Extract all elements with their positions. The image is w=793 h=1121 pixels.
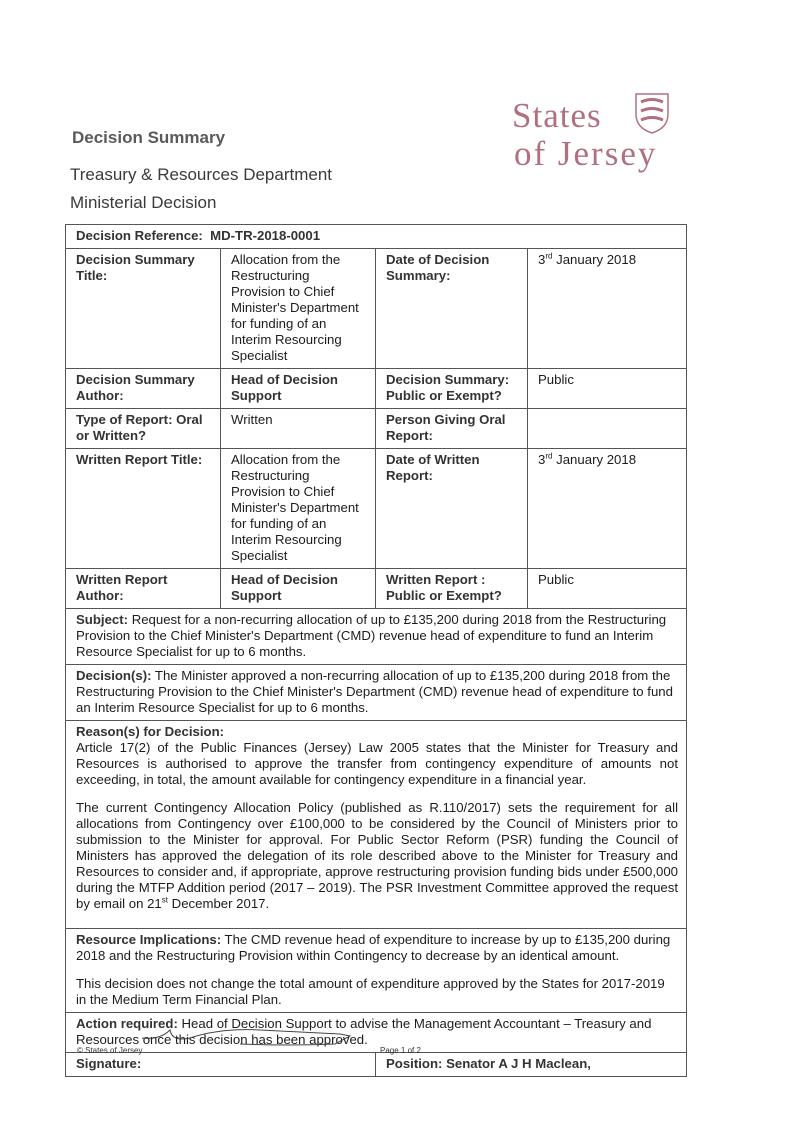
summary-author-value: Head of Decision Support (221, 369, 376, 409)
reference-cell (66, 225, 687, 249)
document-subtitle: Ministerial Decision (70, 193, 217, 212)
resources-paragraph-2: This decision does not change the total amount of expenditure approved by the States for 2017-2019 in the Medium Term Financial Plan. (76, 976, 665, 1007)
oral-report-label: Person Giving Oral Report: (376, 409, 528, 449)
position-value: Senator A J H Maclean, (442, 1056, 591, 1071)
report-type-label: Type of Report: Oral or Written? (66, 409, 221, 449)
resources-paragraph-1 (76, 932, 678, 964)
report-date-value (528, 449, 687, 569)
document-title: Decision Summary (72, 128, 226, 147)
resources-row (66, 929, 687, 1013)
footer-copyright: © States of Jersey (77, 1046, 143, 1055)
reason-label: Reason(s) for Decision: (76, 724, 225, 739)
report-author-row (66, 569, 687, 609)
subject-cell (66, 609, 687, 665)
report-date-suffix: rd (545, 451, 553, 461)
summary-date-value (528, 249, 687, 369)
signature-cell (66, 1053, 376, 1077)
report-exempt-label: Written Report : Public or Exempt? (376, 569, 528, 609)
action-label: Action required: (76, 1016, 178, 1031)
decision-text: The Minister approved a non-recurring allocation of up to £135,200 during 2018 from the Restructuring Provision to the Chief Minister's Department (CMD) revenue head of expenditure to fund an Interim Resource Specialist for up to 6 months. (76, 668, 673, 715)
position-label: Position: (386, 1056, 443, 1071)
oral-report-value (528, 409, 687, 449)
reason-paragraph-2-sup: st (161, 895, 169, 905)
resources-text: The CMD revenue head of expenditure to increase by up to £135,200 during 2018 and the Restructuring Provision within Contingency to decrease by an identical amount. (76, 932, 671, 963)
handwritten-signature-icon (140, 1020, 360, 1048)
reference-value: MD-TR-2018-0001 (210, 228, 321, 243)
summary-date-suffix: rd (545, 251, 553, 261)
logo-line-1: States (512, 96, 602, 135)
reference-label: Decision Reference: (76, 228, 203, 243)
reference-row (66, 225, 687, 249)
summary-date-label: Date of Decision Summary: (376, 249, 528, 369)
report-title-label: Written Report Title: (66, 449, 221, 569)
summary-exempt-label: Decision Summary: Public or Exempt? (376, 369, 528, 409)
reason-cell (66, 721, 687, 929)
reason-row (66, 721, 687, 929)
department-name: Treasury & Resources Department (70, 165, 333, 184)
resources-cell (66, 929, 687, 1013)
report-date-rest: January 2018 (552, 452, 637, 467)
summary-exempt-value: Public (528, 369, 687, 409)
reason-paragraph-2 (76, 800, 678, 912)
position-cell (376, 1053, 687, 1077)
action-text: Head of Decision Support to advise the Management Accountant – Treasury and Resources once this decision has been approved. (76, 1016, 652, 1047)
crest-icon (632, 92, 672, 134)
report-title-row (66, 449, 687, 569)
report-author-label: Written Report Author: (66, 569, 221, 609)
subject-text: Request for a non-recurring allocation of up to £135,200 during 2018 from the Restructuring Provision to the Chief Minister's Department (CMD) revenue head of expenditure to fund an Interim Resource Specialist for up to 6 months. (76, 612, 667, 659)
summary-title-value: Allocation from the Restructuring Provision to Chief Minister's Department for funding of an Interim Resourcing Specialist (221, 249, 376, 369)
summary-title-label: Decision Summary Title: (66, 249, 221, 369)
decision-table (65, 224, 687, 1077)
report-date-label: Date of Written Report: (376, 449, 528, 569)
reason-paragraph-2-text: The current Contingency Allocation Policy (published as R.110/2017) sets the requirement for all allocations from Contingency over £100,000 to be considered by the Council of Ministers prior to submission to the Minister for approval. For Public Sector Reform (PSR) funding the Council of Ministers has approved the delegation of its role described above to the Minister for Treasury and Resources to consider and, if appropriate, approve restructuring provision funding bids under £500,000 during the MTFP Addition period (2017 – 2019). The PSR Investment Committee approved the request by email on 21 (76, 800, 678, 911)
summary-author-row (66, 369, 687, 409)
report-date-day: 3 (538, 452, 546, 467)
decision-label: Decision(s): (76, 668, 152, 683)
states-of-jersey-logo (512, 90, 687, 180)
summary-date-day: 3 (538, 252, 546, 267)
footer-page-number: Page 1 of 2 (380, 1046, 421, 1055)
report-type-row (66, 409, 687, 449)
subject-row (66, 609, 687, 665)
summary-author-label: Decision Summary Author: (66, 369, 221, 409)
reason-paragraph-1: Article 17(2) of the Public Finances (Jersey) Law 2005 states that the Minister for Treasury and Resources is authorised to approve the transfer from contingency expenditure of amounts not exceeding, in total, the amount available for contingency expenditure in a financial year. (76, 740, 678, 787)
signature-row (66, 1053, 687, 1077)
logo-line-2: of Jersey (514, 134, 658, 173)
report-author-value: Head of Decision Support (221, 569, 376, 609)
report-type-value: Written (221, 409, 376, 449)
summary-date-rest: January 2018 (552, 252, 637, 267)
resources-label: Resource Implications: (76, 932, 222, 947)
decision-cell (66, 665, 687, 721)
report-exempt-value: Public (528, 569, 687, 609)
report-title-value: Allocation from the Restructuring Provision to Chief Minister's Department for funding of an Interim Resourcing Specialist (221, 449, 376, 569)
signature-label: Signature: (76, 1056, 142, 1071)
decision-row (66, 665, 687, 721)
subject-label: Subject: (76, 612, 129, 627)
reason-paragraph-2-end: December 2017. (168, 896, 270, 911)
summary-title-row (66, 249, 687, 369)
